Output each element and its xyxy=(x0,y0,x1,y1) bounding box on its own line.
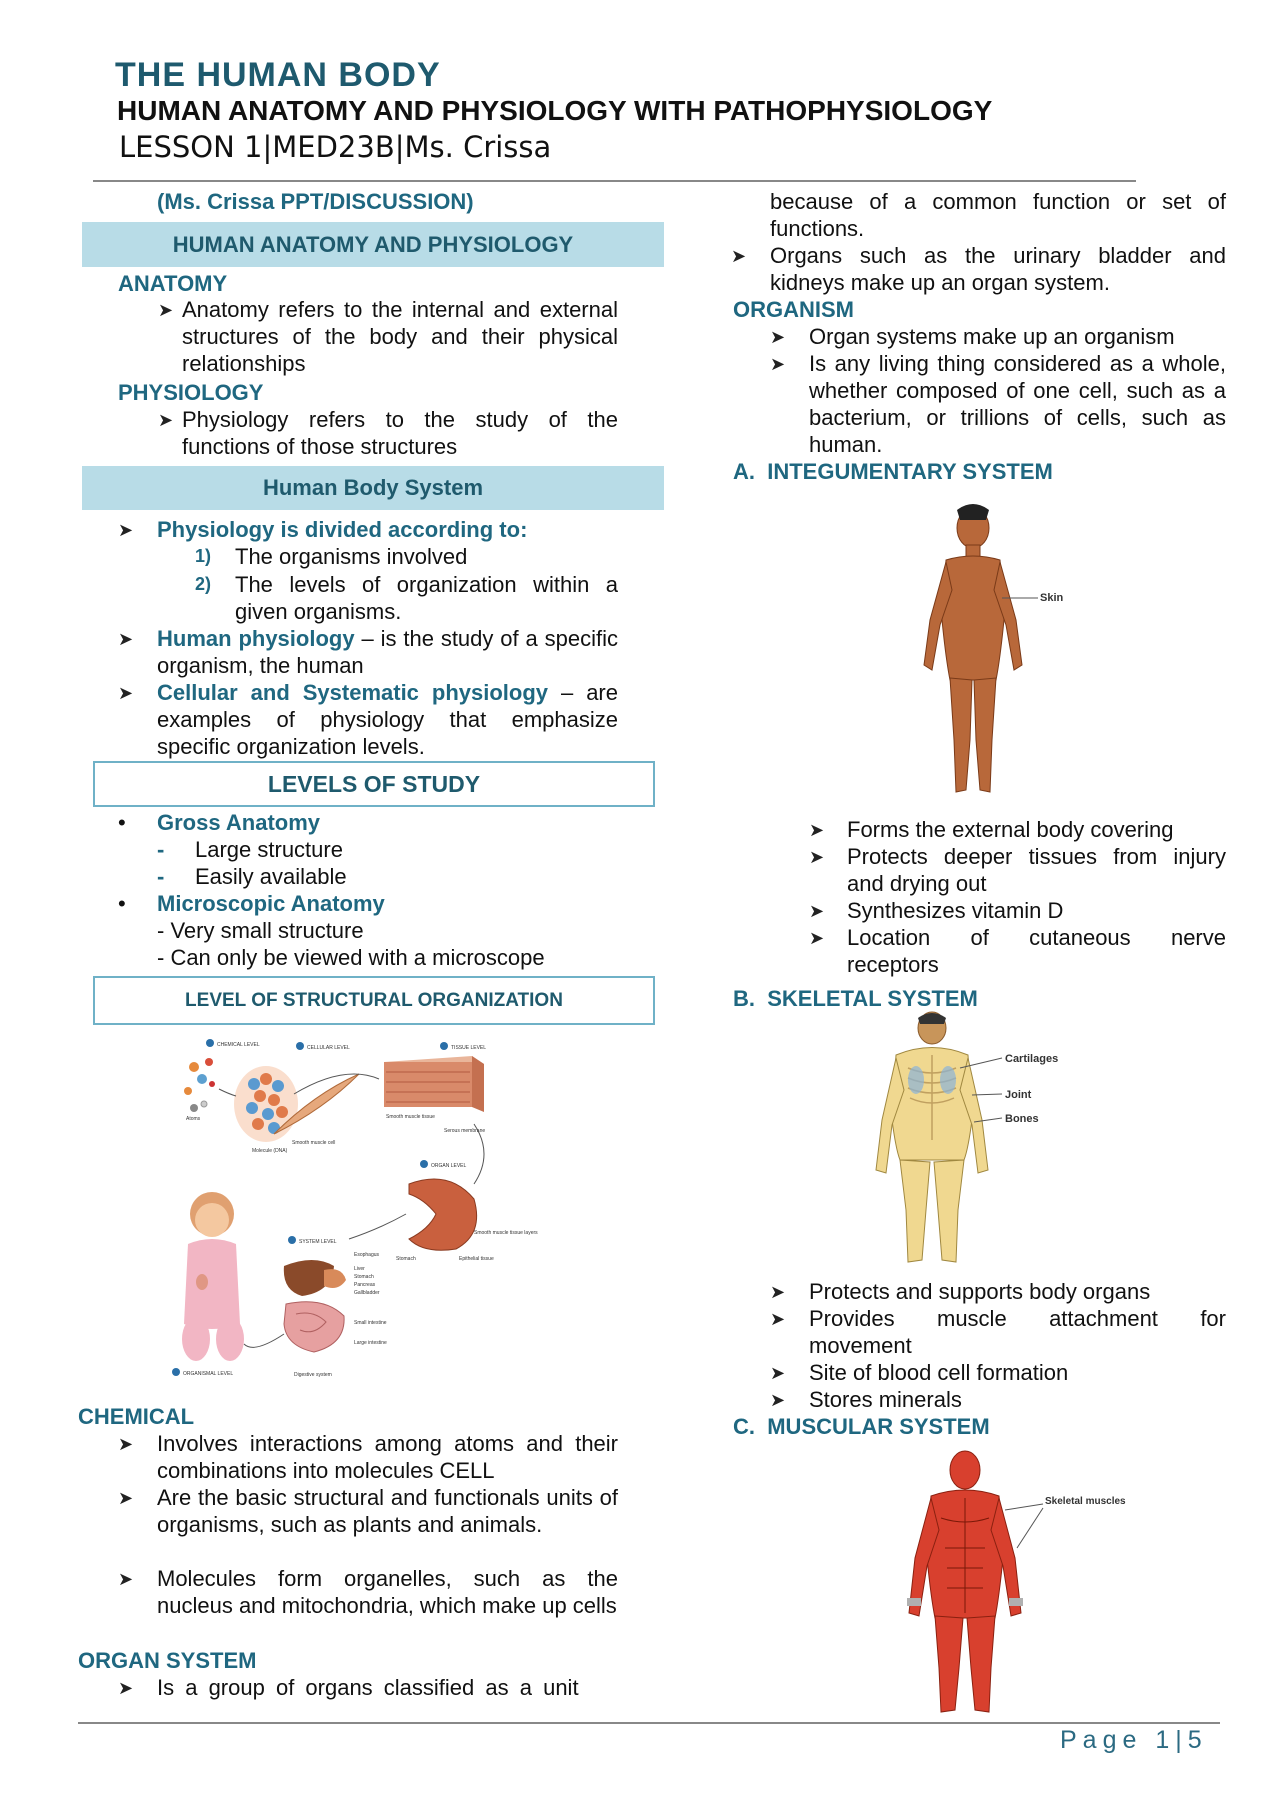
integumentary-item: Synthesizes vitamin D xyxy=(847,898,1064,923)
footer-divider xyxy=(78,1722,1220,1724)
levels-of-study-box xyxy=(93,761,655,807)
skeletal-heading: B. SKELETAL SYSTEM xyxy=(733,986,978,1011)
section-band-body-system xyxy=(82,466,664,510)
list-item xyxy=(770,350,1226,458)
physiology-text: Physiology refers to the study of the functions of those structures xyxy=(182,407,618,459)
arrow-bullet-icon: ➤ xyxy=(809,820,825,840)
list-item xyxy=(118,625,618,679)
arrow-bullet-icon: ➤ xyxy=(118,1569,134,1589)
arrow-bullet-icon: ➤ xyxy=(770,1282,786,1302)
divided-item: The levels of organization within a given organisms. xyxy=(235,572,618,624)
human-physiology-definition: – is the study of a specific organism, the human xyxy=(157,626,618,678)
list-item xyxy=(809,843,1226,897)
list-item xyxy=(118,1565,618,1619)
liver-label: Liver xyxy=(354,1266,365,1272)
skin-label: Skin xyxy=(1040,592,1064,604)
list-item xyxy=(118,1484,618,1538)
divided-item: The organisms involved xyxy=(235,544,468,569)
arrow-bullet-icon: ➤ xyxy=(731,246,747,266)
list-item xyxy=(118,1674,618,1702)
list-item xyxy=(809,924,1226,978)
list-item xyxy=(770,1305,1226,1359)
arrow-bullet-icon: ➤ xyxy=(118,629,134,649)
box-label: LEVEL OF STRUCTURAL ORGANIZATION xyxy=(185,990,563,1011)
organism-item: Organ systems make up an organism xyxy=(809,324,1175,349)
anatomy-text: Anatomy refers to the internal and external structures of the body and their physical relationships xyxy=(182,297,618,376)
micro-item: - Can only be viewed with a microscope xyxy=(157,945,545,970)
organs-text: Organs such as the urinary bladder and kidneys make up an organ system. xyxy=(770,243,1226,295)
small-intestine-label: Small intestine xyxy=(354,1320,387,1326)
list-item xyxy=(118,809,618,836)
smooth-muscle-tissue-label: Smooth muscle tissue xyxy=(386,1114,435,1120)
chemical-item: Are the basic structural and functionals units of organisms, such as plants and animals. xyxy=(157,1485,618,1537)
arrow-bullet-icon: ➤ xyxy=(809,847,825,867)
cartilages-label: Cartilages xyxy=(1005,1053,1059,1065)
organ-system-heading: ORGAN SYSTEM xyxy=(78,1648,257,1673)
list-item xyxy=(118,679,618,760)
list-item xyxy=(809,816,1226,844)
arrow-bullet-icon: ➤ xyxy=(118,1488,134,1508)
skeletal-item: Protects and supports body organs xyxy=(809,1279,1151,1304)
digestive-system-label: Digestive system xyxy=(294,1372,332,1378)
pancreas-label: Pancreas xyxy=(354,1282,376,1288)
gross-item: Large structure xyxy=(195,837,343,862)
gross-anatomy-label: Gross Anatomy xyxy=(157,810,321,835)
organism-item: Is any living thing considered as a whole, whether composed of one cell, such as a bacterium, or trillions of cells, such as human. xyxy=(809,351,1226,457)
dash-bullet: - xyxy=(157,837,165,862)
integumentary-heading: A. INTEGUMENTARY SYSTEM xyxy=(733,459,1053,484)
arrow-bullet-icon: ➤ xyxy=(118,683,134,703)
esophagus-label: Esophagus xyxy=(354,1252,380,1258)
leader-line xyxy=(1017,1508,1043,1548)
integumentary-item: Protects deeper tissues from injury and drying out xyxy=(847,844,1226,896)
cellular-level-label: CELLULAR LEVEL xyxy=(307,1045,350,1051)
skeletal-item: Stores minerals xyxy=(809,1387,962,1412)
band-label: Human Body System xyxy=(262,475,484,500)
numbered-item xyxy=(195,543,618,570)
stomach-label: Stomach xyxy=(396,1256,416,1262)
integumentary-figure xyxy=(920,500,1070,800)
list-item xyxy=(770,1359,1226,1387)
tissue-level-label: TISSUE LEVEL xyxy=(451,1045,487,1051)
epithelial-label: Epithelial tissue xyxy=(459,1256,494,1262)
levels-of-organization-figure xyxy=(174,1034,546,1390)
gallbladder-label: Gallbladder xyxy=(354,1290,380,1296)
item-number: 1) xyxy=(195,546,212,566)
muscular-heading: C. MUSCULAR SYSTEM xyxy=(733,1414,990,1439)
organ-level-label: ORGAN LEVEL xyxy=(431,1163,467,1169)
organ-system-continued: because of a common function or set of functions. xyxy=(770,189,1226,241)
item-number: 2) xyxy=(195,574,212,594)
arrow-bullet-icon: ➤ xyxy=(158,410,174,430)
arrow-bullet-icon: ➤ xyxy=(770,1390,786,1410)
tissue-block-illustration xyxy=(384,1056,484,1112)
right-column xyxy=(680,0,1280,1720)
cellular-physiology-term: Cellular and Systematic physiology xyxy=(157,680,549,705)
molecule-label: Molecule (DNA) xyxy=(252,1148,288,1154)
arrow-bullet-icon: ➤ xyxy=(770,327,786,347)
arrow-bullet-icon: ➤ xyxy=(118,520,134,540)
dash-bullet: - xyxy=(157,864,165,889)
atoms-label: Atoms xyxy=(186,1116,201,1122)
chemical-level-label: CHEMICAL LEVEL xyxy=(217,1042,260,1048)
smooth-layers-label: Smooth muscle tissue layers xyxy=(474,1230,538,1236)
list-item xyxy=(158,296,618,377)
cellular-physiology-definition: – are examples of physiology that emphasize specific organization levels. xyxy=(157,680,618,759)
organism-heading: ORGANISM xyxy=(733,297,854,322)
document-title: THE HUMAN BODY xyxy=(115,56,441,94)
box-label: LEVELS OF STUDY xyxy=(267,771,481,797)
dot-bullet-icon: • xyxy=(118,810,126,835)
joint-label: Joint xyxy=(1005,1089,1032,1101)
arrow-bullet-icon: ➤ xyxy=(770,1363,786,1383)
numbered-item xyxy=(195,571,618,625)
skeletal-figure xyxy=(868,1010,1068,1270)
document-subtitle: HUMAN ANATOMY AND PHYSIOLOGY WITH PATHOPHYSIOLOGY xyxy=(117,95,993,126)
band-label: HUMAN ANATOMY AND PHYSIOLOGY xyxy=(172,232,574,257)
human-physiology-text xyxy=(157,625,618,679)
gross-item: Easily available xyxy=(195,864,347,889)
human-physiology-term: Human physiology xyxy=(157,626,355,651)
skeletal-muscles-label: Skeletal muscles xyxy=(1045,1496,1126,1507)
chemical-item: Molecules form organelles, such as the nucleus and mitochondria, which make up cells xyxy=(157,1566,618,1618)
anatomy-heading: ANATOMY xyxy=(118,271,228,296)
dot-bullet-icon: • xyxy=(118,891,126,916)
arrow-bullet-icon: ➤ xyxy=(118,1678,134,1698)
bones-label: Bones xyxy=(1005,1113,1039,1125)
microscopic-anatomy-label: Microscopic Anatomy xyxy=(157,891,385,916)
large-intestine-label: Large intestine xyxy=(354,1340,387,1346)
list-item xyxy=(809,897,1226,925)
integumentary-item: Forms the external body covering xyxy=(847,817,1174,842)
organismal-level-label: ORGANISMAL LEVEL xyxy=(183,1371,234,1377)
divided-label: Physiology is divided according to: xyxy=(157,517,528,542)
list-item xyxy=(770,323,1226,351)
structural-organization-box xyxy=(93,976,655,1025)
source-note: (Ms. Crissa PPT/DISCUSSION) xyxy=(157,189,474,214)
serous-membrane-label: Serous membrane xyxy=(444,1128,486,1134)
section-band-anatomy-physiology xyxy=(82,222,664,267)
list-item xyxy=(157,836,617,863)
chemical-heading: CHEMICAL xyxy=(78,1404,195,1429)
micro-item: - Very small structure xyxy=(157,918,364,943)
list-item xyxy=(731,242,1226,296)
page-number: Page 1|5 xyxy=(1060,1726,1208,1754)
skeletal-item: Provides muscle attachment for movement xyxy=(809,1306,1226,1358)
leader-line xyxy=(1005,1504,1043,1510)
arrow-bullet-icon: ➤ xyxy=(770,354,786,374)
list-item xyxy=(770,1278,1226,1306)
skeletal-item: Site of blood cell formation xyxy=(809,1360,1069,1385)
muscular-figure xyxy=(905,1448,1126,1716)
arrow-bullet-icon: ➤ xyxy=(770,1309,786,1329)
molecule-illustration xyxy=(234,1066,298,1142)
cellular-physiology-text xyxy=(157,679,618,760)
stomach-label-2: Stomach xyxy=(354,1274,374,1280)
list-item xyxy=(118,890,618,917)
arrow-bullet-icon: ➤ xyxy=(809,901,825,921)
body-skin-illustration xyxy=(924,508,1022,792)
smooth-muscle-cell-label: Smooth muscle cell xyxy=(292,1140,336,1146)
physiology-heading: PHYSIOLOGY xyxy=(118,380,264,405)
list-item xyxy=(118,1430,618,1484)
list-item xyxy=(770,1386,1226,1414)
organ-system-text: Is a group of organs classified as a unit xyxy=(157,1675,579,1700)
arrow-bullet-icon: ➤ xyxy=(118,1434,134,1454)
list-item xyxy=(157,863,617,890)
system-level-label: SYSTEM LEVEL xyxy=(299,1239,337,1245)
arrow-bullet-icon: ➤ xyxy=(158,300,174,320)
list-item xyxy=(158,406,618,460)
lesson-line: LESSON 1|MED23B|Ms. Crissa xyxy=(119,130,552,164)
list-item xyxy=(118,516,618,544)
arrow-bullet-icon: ➤ xyxy=(809,928,825,948)
chemical-item: Involves interactions among atoms and their combinations into molecules CELL xyxy=(157,1431,618,1483)
integumentary-item: Location of cutaneous nerve receptors xyxy=(847,925,1226,977)
